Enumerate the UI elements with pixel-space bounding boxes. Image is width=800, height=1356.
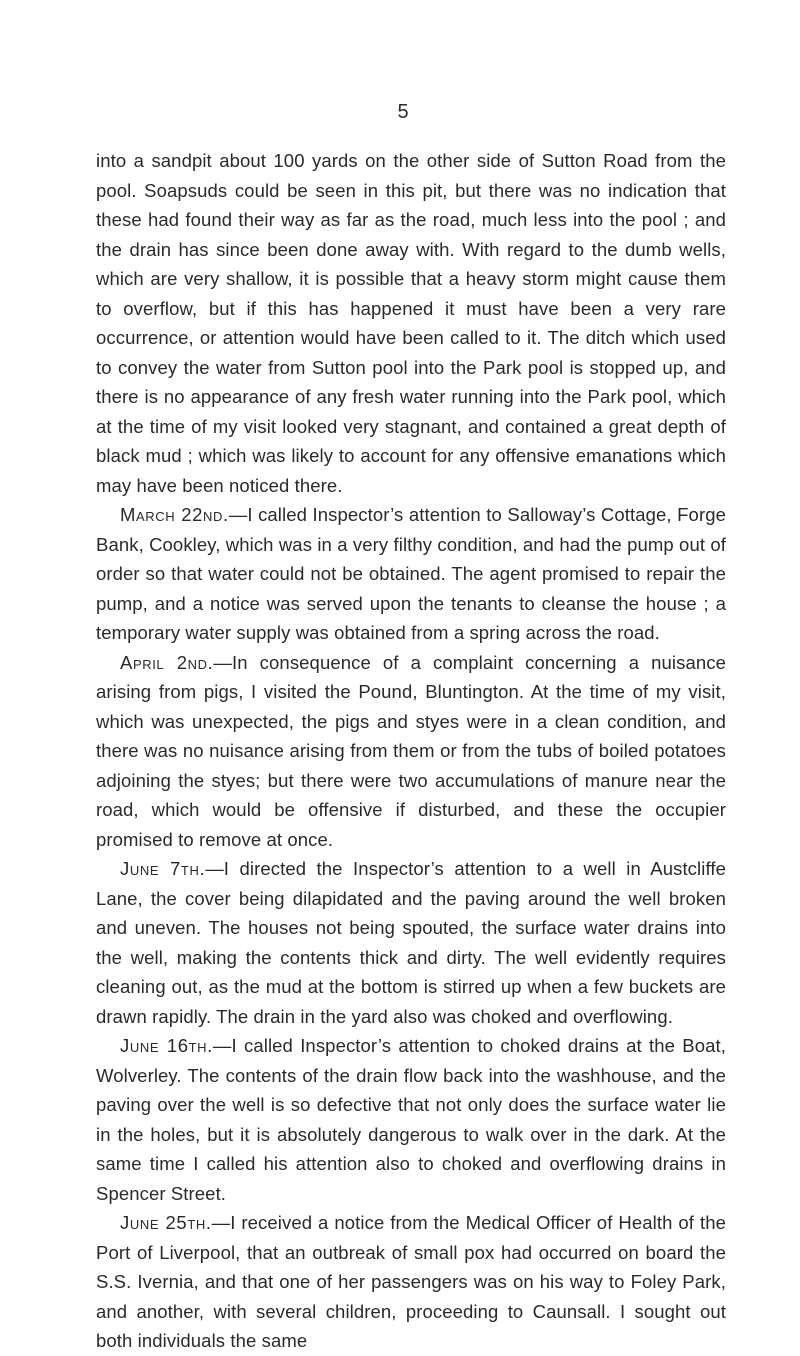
page-number: 5 <box>397 101 409 123</box>
paragraph-june-25 <box>96 1208 726 1356</box>
paragraph-april-2 <box>96 648 726 855</box>
paragraph-text: —I called Inspector’s attention to Salloway’s Cottage, Forge Bank, Cookley, which was in a very filthy condition, and had the pump out of order so that water could not be obtained. The agent promised to repair the pump, and a notice was served upon the tenants to cleanse the house ; a temporary water supply was obtained from a spring across the road. <box>96 504 726 643</box>
date-label: June 25th. <box>120 1212 212 1233</box>
date-label: March 22nd. <box>120 504 229 525</box>
date-label: April 2nd. <box>120 651 214 673</box>
paragraph-text: —I received a notice from the Medical Officer of Health of the Port of Liverpool, that an outbreak of small pox had occurred on board the S.S. Ivernia, and that one of her passengers was on his way to Foley Park, and another, with several children, proceeding to Caunsall. I sought out both individuals the same <box>96 1212 726 1351</box>
paragraph-june-16 <box>96 1031 726 1208</box>
date-label: June 7th. <box>120 858 206 879</box>
paragraph-text: into a sandpit about 100 yards on the other side of Sutton Road from the pool. Soapsuds could be seen in this pit, but there was no indication that these had found their way as far as the road, much less into the pool ; and the drain has since been done away with. With regard to the dumb wells, which are very shallow, it is possible that a heavy storm might cause them to overflow, but if this has happened it must have been a very rare occurrence, or attention would have been called to it. The ditch which used to convey the water from Sutton pool into the Park pool is stopped up, and there is no appearance of any fresh water running into the Park pool, which at the time of my visit looked very stagnant, and contained a great depth of black mud ; which was likely to account for any offensive emanations which may have been noticed there. <box>96 150 726 496</box>
paragraph-text: —In consequence of a complaint concerning a nuisance arising from pigs, I visited the Pound, Bluntington. At the time of my visit, which was unexpected, the pigs and styes were in a clean condition, and there was no nuisance arising from them or from the tubs of boiled potatoes adjoining the styes; but there were two accumulations of manure near the road, which would be offensive if disturbed, and these the occupier promised to remove at once. <box>96 651 726 850</box>
paragraph-june-7 <box>96 854 726 1031</box>
date-label: June 16th. <box>120 1035 213 1056</box>
paragraph-march-22 <box>96 500 726 648</box>
body-text <box>96 146 726 1356</box>
paragraph-text: —I directed the Inspector’s attention to a well in Austcliffe Lane, the cover being dilapidated and the paving around the well broken and uneven. The houses not being spouted, the surface water drains into the well, making the contents thick and dirty. The well evidently requires cleaning out, as the mud at the bottom is stirred up when a few buckets are drawn rapidly. The drain in the yard also was choked and overflowing. <box>96 858 726 1027</box>
paragraph-continuation <box>96 146 726 500</box>
paragraph-text: —I called Inspector’s attention to choked drains at the Boat, Wolverley. The contents of the drain flow back into the washhouse, and the paving over the well is so defective that not only does the surface water lie in the holes, but it is absolutely dangerous to walk over in the dark. At the same time I called his attention also to choked and overflowing drains in Spencer Street. <box>96 1035 726 1204</box>
